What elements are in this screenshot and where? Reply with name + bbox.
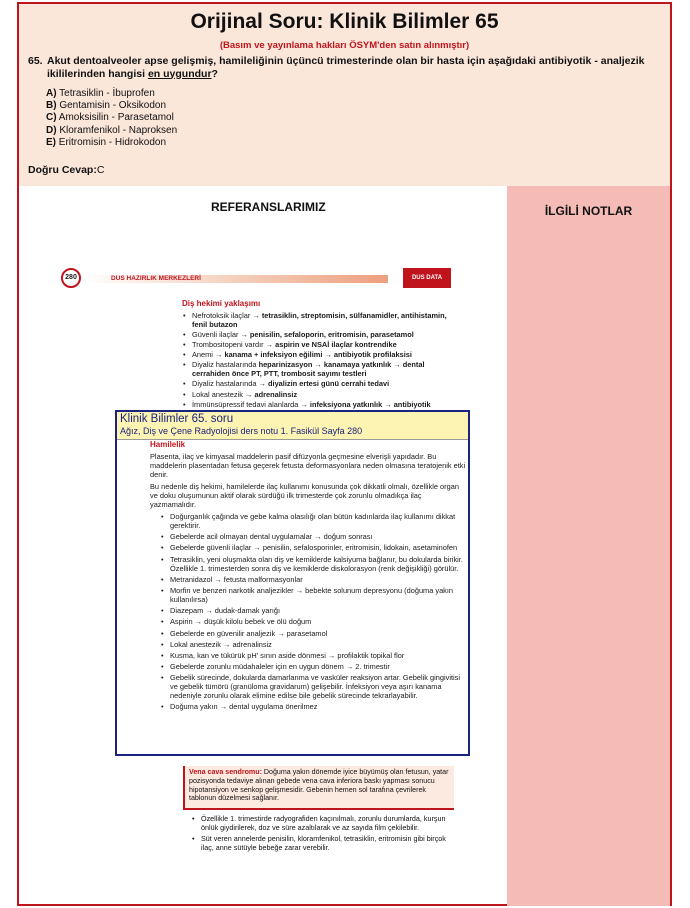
dentist-approach-section (182, 299, 452, 410)
list-item: • Kusma, kan ve tükürük pH' sının aside dönmesi → profilaktik topikal flor (160, 651, 468, 660)
question-panel (19, 4, 670, 186)
list-item: • Morfin ve benzeri narkotik analjezikler → bebekte solunum depresyonu (doğuma yakın kullanılırsa) (160, 586, 468, 604)
paragraph: Bu nedenle diş hekimi, hamilelerde ilaç kullanımı konusunda çok dikkatli olmalı, özellikle organ ve doku oluşumunun aktif olarak sürdüğü ilk trimesterde çok zorunlu olmadıkça ilaç yazmamalıdır. (150, 482, 459, 509)
reference-overlay (115, 410, 470, 756)
list-item: • Trombositopeni vardır → aspirin ve NSAİ ilaçlar kontrendike (182, 340, 452, 349)
references-heading: REFERANSLARIMIZ (211, 200, 326, 214)
list-item: • Aspirin → düşük kilolu bebek ve ölü doğum (160, 617, 468, 626)
question-number: 65. (28, 55, 43, 67)
publisher-label: DUS HAZIRLIK MERKEZLERİ (111, 275, 201, 282)
reference-caption (117, 412, 468, 440)
list-item: • Gebelerde acil olmayan dental uygulamalar → doğum sonrası (160, 532, 468, 541)
list-item: • Lokal anestezik → adrenalinsiz (160, 640, 468, 649)
emphasis-underline: en uygundur (147, 67, 212, 80)
page-title: Orijinal Soru: Klinik Bilimler 65 (190, 10, 499, 33)
section-title: Hamilelik (150, 440, 186, 449)
notes-panel (507, 186, 670, 906)
option-a: A) Tetrasiklin - İbuprofen (46, 88, 155, 99)
list-item: • Özellikle 1. trimestirde radyografiden kaçınılmalı, zorunlu durumlarda, kurşun önlük giydirilerek, doz ve süre azaltılarak ve az sayıda film çekilebilir. (191, 814, 453, 832)
option-b: B) Gentamisin - Oksikodon (46, 100, 167, 112)
paragraph: Plasenta, ilaç ve kimyasal maddelerin pasif difüzyonla geçmesine elverişli yapıdadır. Bu maddelerin plasentadan fetusa geçerek fetusta deformasyonlara neden olmasına teratojenik etki denir. (150, 452, 466, 479)
reference-source: Ağız, Diş ve Çene Radyolojisi ders notu 1. Fasikül Sayfa 280 (120, 426, 363, 436)
list-item: • Doğuma yakın → dental uygulama önerilmez (160, 702, 468, 711)
list-item: • Nefrotoksik ilaçlar → tetrasiklin, streptomisin, sülfanamidler, antihistamin, fenil butazon (182, 311, 452, 329)
list-item: • Gebelik sürecinde, dokularda damarlanma ve vasküler reaksiyon artar. Gebelik gingivitisi ve gebelik tümörü (granüloma gravidarum) gelişebilir. İnfeksiyon veya aşırı kanama nedeniyle zorunlu olarak elimine edilse bile gebelik sürecinde tekrarlayabilir. (160, 673, 468, 700)
answer-options (46, 88, 177, 149)
radiography-notes (191, 814, 453, 854)
list-item: • Güvenli ilaçlar → penisilin, sefaloporin, eritromisin, parasetamol (182, 330, 452, 339)
publisher-logo: DUS DATA (403, 268, 451, 288)
pregnancy-list (160, 512, 468, 711)
pregnancy-section (150, 440, 468, 714)
notes-heading: İLGİLİ NOTLAR (544, 204, 633, 218)
option-e: E) Eritromisin - Hidrokodon (46, 136, 167, 148)
question-text: Akut dentoalveoler apse gelişmiş, hamileliğinin üçüncü trimesterinde olan bir hasta için aşağıdaki antibiyotik - analjezik ikililerinden hangisi en uygundur? (47, 55, 645, 80)
page-number-badge: 280 (61, 268, 81, 288)
reference-title: Klinik Bilimler 65. soru (120, 413, 234, 425)
list-item: • Metranidazol → fetusta malformasyonlar (160, 575, 468, 584)
list-item: • Diazepam → dudak-damak yarığı (160, 606, 468, 615)
question (28, 55, 658, 80)
list-item: • Anemi → kanama + infeksiyon eğilimi → antibiyotik profilaksisi (182, 350, 452, 359)
list-item: • Doğurganlık çağında ve gebe kalma olasılığı olan bütün kadınlarda ilaç kullanımı dikkat gerektirir. (160, 512, 468, 530)
option-c: C) Amoksisilin - Parasetamol (46, 112, 174, 124)
copyright-note: (Basım ve yayınlama hakları ÖSYM'den satın alınmıştır) (219, 40, 470, 51)
dentist-approach-list (182, 311, 452, 409)
list-item: • İmmünsüpressif tedavi alanlarda → infeksiyona yatkınlık → antibiyotik (182, 400, 452, 409)
section-title: Diş hekimi yaklaşımı (182, 299, 261, 308)
list-item: • Süt veren annelerde penisilin, kloramfenikol, tetrasiklin, eritromisin gibi birçok ilaç, anne sütüyle bebeğe zarar verebilir. (191, 834, 453, 852)
correct-answer: Doğru Cevap:C (28, 164, 105, 176)
list-item: • Tetrasiklin, yeni oluşmakta olan diş ve kemiklerde kalsiyuma bağlanır, bu dokularda birikir. Özellikle 1. trimesterden sonra diş ve kemiklerde diskolorasyon (renk değişikliği) görülür. (160, 555, 468, 573)
list-item: • Lokal anestezik → adrenalinsiz (182, 390, 452, 399)
list-item: • Gebelerde güvenli ilaçlar → penisilin, sefalosporinler, eritromisin, lidokain, asetaminofen (160, 543, 468, 552)
vena-cava-box: Vena cava sendromu: Doğuma yakın dönemde iyice büyümüş olan fetusun, yatar pozisyonda tedaviye alınan gebede vena cava inferiora baskı yapması sonucu hipotansiyon ve senkop gelişmesidir. Gebenin hemen sol tarafına çevrilerek tablonun düzelmesi sağlanır. (183, 766, 454, 810)
list-item: • Gebelerde zorunlu müdahaleler için en uygun dönem → 2. trimestir (160, 662, 468, 671)
list-item: • Diyaliz hastalarında heparinizasyon → kanamaya yatkınlık → dental cerrahiden önce PT, PTT, trombosit sayımı testleri (182, 360, 452, 378)
option-d: D) Kloramfenikol - Naproksen (46, 124, 178, 136)
list-item: • Diyaliz hastalarında → diyalizin ertesi günü cerrahi tedavi (182, 379, 452, 388)
list-item: • Gebelerde en güvenilir analjezik → parasetamol (160, 629, 468, 638)
